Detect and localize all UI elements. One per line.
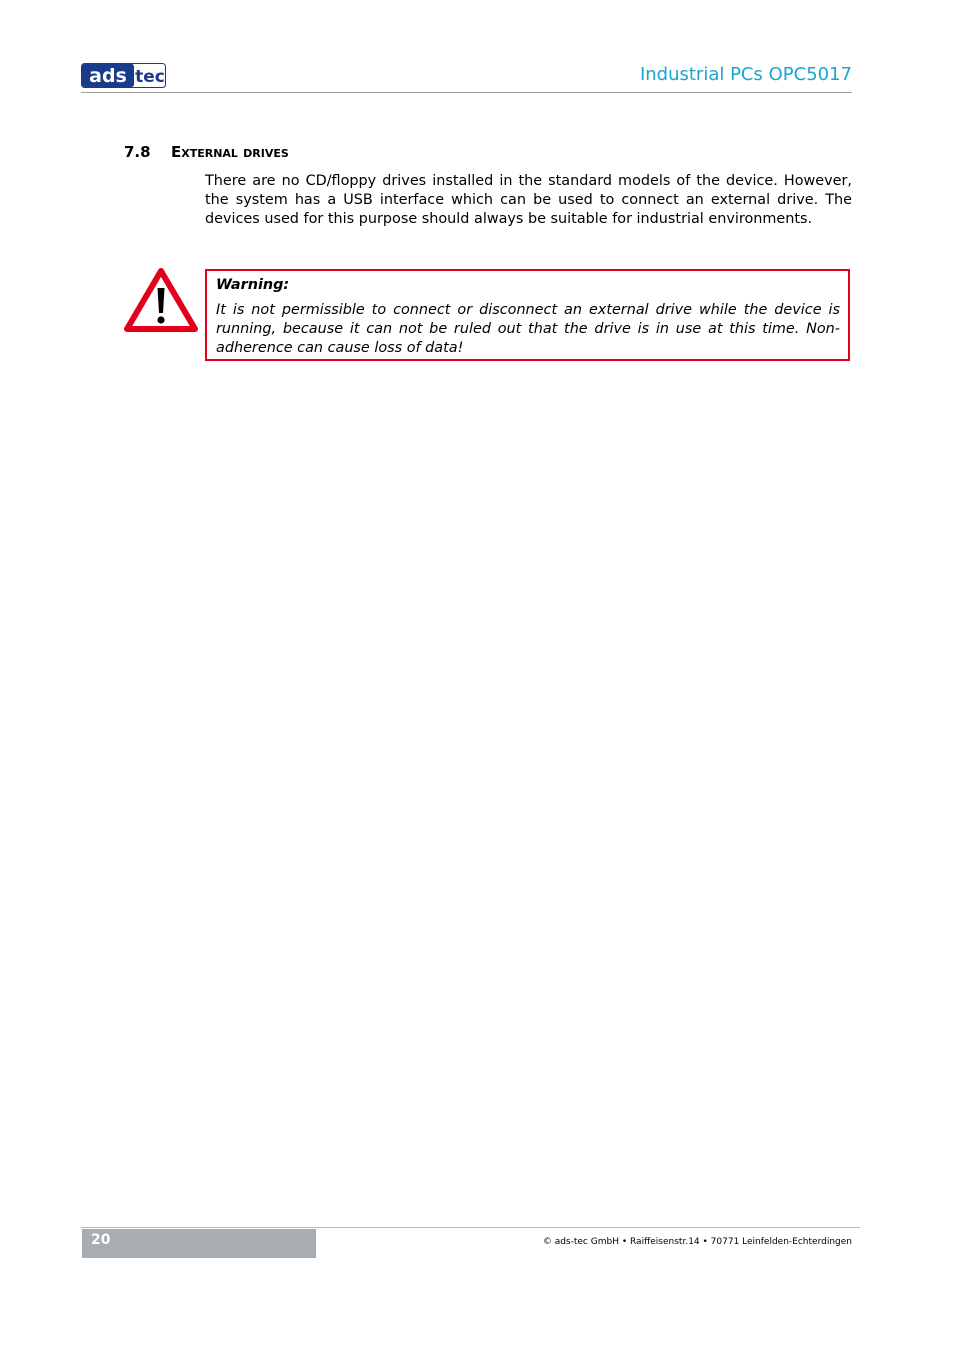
warning-triangle-icon bbox=[124, 268, 198, 332]
section-number: 7.8 bbox=[124, 143, 151, 161]
warning-text: It is not permissible to connect or disconnect an external drive while the device is running, because it can not be ruled out that the drive is in use at this time. Non-adherence can cause loss of data! bbox=[216, 302, 840, 356]
warning-box bbox=[205, 269, 850, 361]
page-number: 20 bbox=[91, 1232, 111, 1248]
section-heading bbox=[124, 142, 289, 162]
logo-text-ads: ads bbox=[89, 65, 127, 87]
footer-divider bbox=[81, 1227, 860, 1228]
header-divider bbox=[81, 92, 852, 93]
section-body-text: There are no CD/floppy drives installed in the standard models of the device. However, the system has a USB interface which can be used to connect an external drive. The devices used for this purpose should always be suitable for industrial environments. bbox=[205, 173, 852, 227]
document-title: Industrial PCs OPC5017 bbox=[639, 64, 852, 85]
footer-copyright: © ads-tec GmbH • Raiffeisenstr.14 • 70771 Leinfelden-Echterdingen bbox=[542, 1237, 852, 1247]
warning-title: Warning: bbox=[216, 277, 290, 293]
logo-text-tec: tec bbox=[135, 67, 165, 87]
ads-tec-logo bbox=[81, 63, 166, 88]
page-number-bar bbox=[82, 1229, 316, 1258]
section-title: External drives bbox=[171, 143, 289, 161]
